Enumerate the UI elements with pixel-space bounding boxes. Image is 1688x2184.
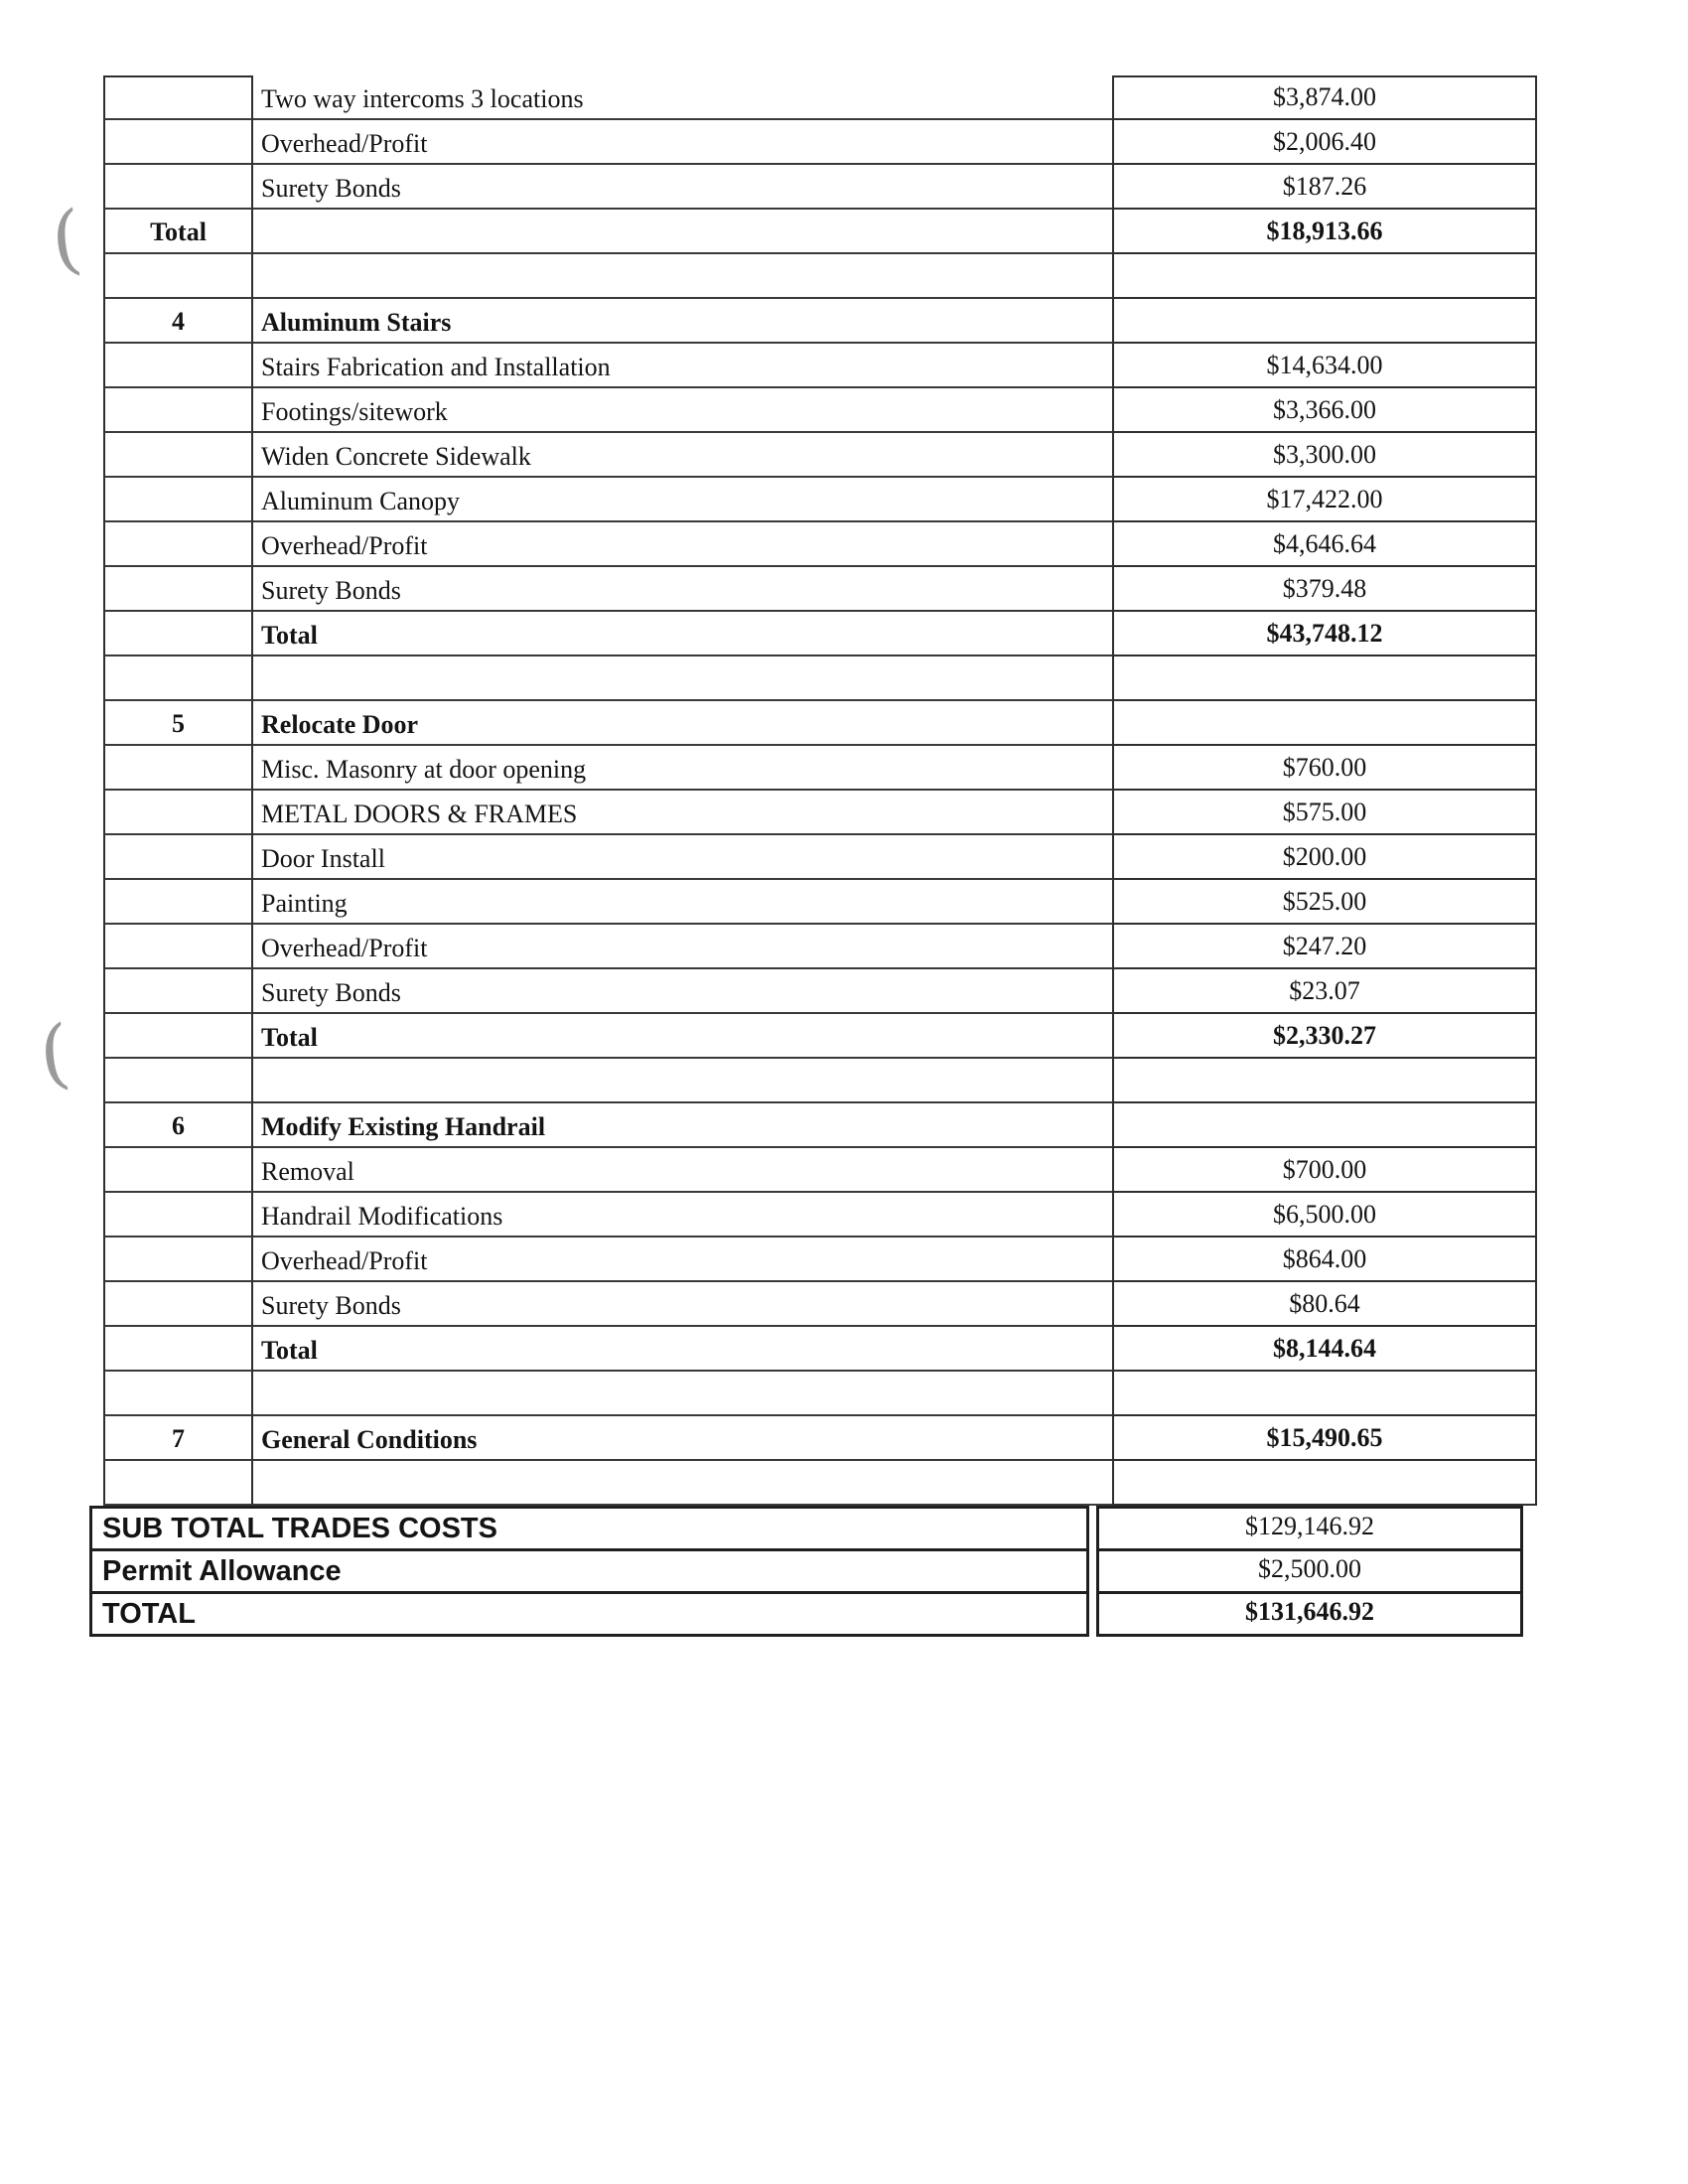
section-header-row xyxy=(103,1416,1537,1461)
item-number-cell xyxy=(103,612,253,656)
section-title: General Conditions xyxy=(253,1416,1112,1461)
total-label: Total xyxy=(103,210,253,254)
scan-artifact: ( xyxy=(47,193,86,285)
table-row-total xyxy=(103,612,1537,656)
item-number-cell xyxy=(103,791,253,835)
total-amount: $15,490.65 xyxy=(1112,1416,1537,1461)
item-number-cell xyxy=(103,746,253,791)
item-number-cell xyxy=(103,75,253,120)
section-header-row xyxy=(103,701,1537,746)
item-number-cell xyxy=(103,1282,253,1327)
item-amount xyxy=(1112,1461,1537,1506)
summary-amount: $131,646.92 xyxy=(1096,1591,1523,1637)
table-row xyxy=(103,522,1537,567)
item-description: Surety Bonds xyxy=(253,969,1112,1014)
item-amount xyxy=(1112,1059,1537,1103)
table-row xyxy=(103,120,1537,165)
item-description: Surety Bonds xyxy=(253,1282,1112,1327)
section-title: Modify Existing Handrail xyxy=(253,1103,1112,1148)
table-row xyxy=(103,1238,1537,1282)
item-number-cell xyxy=(103,835,253,880)
item-description: Surety Bonds xyxy=(253,567,1112,612)
item-amount: $700.00 xyxy=(1112,1148,1537,1193)
item-description: Widen Concrete Sidewalk xyxy=(253,433,1112,478)
table-row xyxy=(103,880,1537,925)
item-amount: $864.00 xyxy=(1112,1238,1537,1282)
total-amount: $43,748.12 xyxy=(1112,612,1537,656)
summary-label: SUB TOTAL TRADES COSTS xyxy=(89,1506,1089,1551)
item-amount: $14,634.00 xyxy=(1112,344,1537,388)
item-number-cell xyxy=(103,1193,253,1238)
table-row-spacer xyxy=(103,1461,1537,1506)
item-description xyxy=(253,254,1112,299)
item-amount: $6,500.00 xyxy=(1112,1193,1537,1238)
table-row-spacer xyxy=(103,656,1537,701)
item-description: Footings/sitework xyxy=(253,388,1112,433)
table-row xyxy=(103,344,1537,388)
table-row xyxy=(103,1282,1537,1327)
table-row-total xyxy=(103,210,1537,254)
item-amount: $200.00 xyxy=(1112,835,1537,880)
item-description: METAL DOORS & FRAMES xyxy=(253,791,1112,835)
total-label: Total xyxy=(253,612,1112,656)
total-label: Total xyxy=(253,1327,1112,1372)
item-number-cell xyxy=(103,880,253,925)
table-row xyxy=(103,75,1537,120)
item-amount: $379.48 xyxy=(1112,567,1537,612)
section-title: Aluminum Stairs xyxy=(253,299,1112,344)
summary-amount: $2,500.00 xyxy=(1096,1548,1523,1594)
table-row xyxy=(103,567,1537,612)
item-amount: $760.00 xyxy=(1112,746,1537,791)
summary-label: TOTAL xyxy=(89,1591,1089,1637)
item-description: Door Install xyxy=(253,835,1112,880)
table-row xyxy=(103,165,1537,210)
item-number-cell xyxy=(103,925,253,969)
item-description: Misc. Masonry at door opening xyxy=(253,746,1112,791)
item-amount: $2,006.40 xyxy=(1112,120,1537,165)
item-number-cell xyxy=(103,120,253,165)
item-description: Overhead/Profit xyxy=(253,925,1112,969)
item-number-cell xyxy=(103,567,253,612)
section-header-row xyxy=(103,299,1537,344)
item-number-cell xyxy=(103,1461,253,1506)
item-description: Removal xyxy=(253,1148,1112,1193)
table-row xyxy=(103,433,1537,478)
total-amount: $8,144.64 xyxy=(1112,1327,1537,1372)
table-row xyxy=(103,388,1537,433)
total-amount: $2,330.27 xyxy=(1112,1014,1537,1059)
table-row-total xyxy=(103,1327,1537,1372)
item-amount: $3,300.00 xyxy=(1112,433,1537,478)
table-row xyxy=(103,925,1537,969)
item-amount: $525.00 xyxy=(1112,880,1537,925)
item-amount xyxy=(1112,1103,1537,1148)
item-description xyxy=(253,1461,1112,1506)
item-number-cell xyxy=(103,254,253,299)
item-amount: $4,646.64 xyxy=(1112,522,1537,567)
table-row xyxy=(103,478,1537,522)
item-number-cell xyxy=(103,478,253,522)
table-row-spacer xyxy=(103,1372,1537,1416)
summary-label: Permit Allowance xyxy=(89,1548,1089,1594)
item-description: Aluminum Canopy xyxy=(253,478,1112,522)
table-row-spacer xyxy=(103,254,1537,299)
item-amount xyxy=(1112,701,1537,746)
table-row xyxy=(103,791,1537,835)
item-number-cell xyxy=(103,656,253,701)
item-number-cell xyxy=(103,1327,253,1372)
total-amount: $18,913.66 xyxy=(1112,210,1537,254)
item-number-cell xyxy=(103,1148,253,1193)
item-amount xyxy=(1112,1372,1537,1416)
item-description: Overhead/Profit xyxy=(253,522,1112,567)
summary-table xyxy=(89,1506,1531,1637)
table-row xyxy=(103,1193,1537,1238)
item-amount: $23.07 xyxy=(1112,969,1537,1014)
section-number: 6 xyxy=(103,1103,253,1148)
table-row xyxy=(103,746,1537,791)
table-row-spacer xyxy=(103,1059,1537,1103)
summary-row xyxy=(89,1591,1531,1637)
item-description xyxy=(253,656,1112,701)
item-number-cell xyxy=(103,1238,253,1282)
summary-gap xyxy=(1089,1591,1096,1637)
section-number: 4 xyxy=(103,299,253,344)
item-number-cell xyxy=(103,165,253,210)
item-amount: $17,422.00 xyxy=(1112,478,1537,522)
item-description xyxy=(253,210,1112,254)
item-description: Overhead/Profit xyxy=(253,120,1112,165)
section-number: 5 xyxy=(103,701,253,746)
item-amount xyxy=(1112,254,1537,299)
item-description: Painting xyxy=(253,880,1112,925)
item-number-cell xyxy=(103,1372,253,1416)
item-number-cell xyxy=(103,1014,253,1059)
table-row-total xyxy=(103,1014,1537,1059)
item-description: Stairs Fabrication and Installation xyxy=(253,344,1112,388)
scan-artifact: ( xyxy=(35,1007,74,1099)
item-amount: $3,366.00 xyxy=(1112,388,1537,433)
item-description: Overhead/Profit xyxy=(253,1238,1112,1282)
cost-table xyxy=(103,75,1537,1506)
section-header-row xyxy=(103,1103,1537,1148)
section-title: Relocate Door xyxy=(253,701,1112,746)
item-amount: $187.26 xyxy=(1112,165,1537,210)
item-description: Surety Bonds xyxy=(253,165,1112,210)
item-number-cell xyxy=(103,969,253,1014)
summary-row xyxy=(89,1506,1531,1551)
item-description: Two way intercoms 3 locations xyxy=(253,75,1112,120)
item-number-cell xyxy=(103,388,253,433)
item-description: Handrail Modifications xyxy=(253,1193,1112,1238)
item-amount: $80.64 xyxy=(1112,1282,1537,1327)
item-amount: $247.20 xyxy=(1112,925,1537,969)
item-amount xyxy=(1112,299,1537,344)
summary-gap xyxy=(1089,1506,1096,1551)
total-label: Total xyxy=(253,1014,1112,1059)
item-number-cell xyxy=(103,433,253,478)
table-row xyxy=(103,969,1537,1014)
table-row xyxy=(103,835,1537,880)
section-number: 7 xyxy=(103,1416,253,1461)
item-amount: $575.00 xyxy=(1112,791,1537,835)
item-amount xyxy=(1112,656,1537,701)
summary-row xyxy=(89,1548,1531,1594)
item-number-cell xyxy=(103,344,253,388)
summary-gap xyxy=(1089,1548,1096,1594)
summary-amount: $129,146.92 xyxy=(1096,1506,1523,1551)
item-number-cell xyxy=(103,522,253,567)
item-amount: $3,874.00 xyxy=(1112,75,1537,120)
table-row xyxy=(103,1148,1537,1193)
item-description xyxy=(253,1372,1112,1416)
item-number-cell xyxy=(103,1059,253,1103)
item-description xyxy=(253,1059,1112,1103)
